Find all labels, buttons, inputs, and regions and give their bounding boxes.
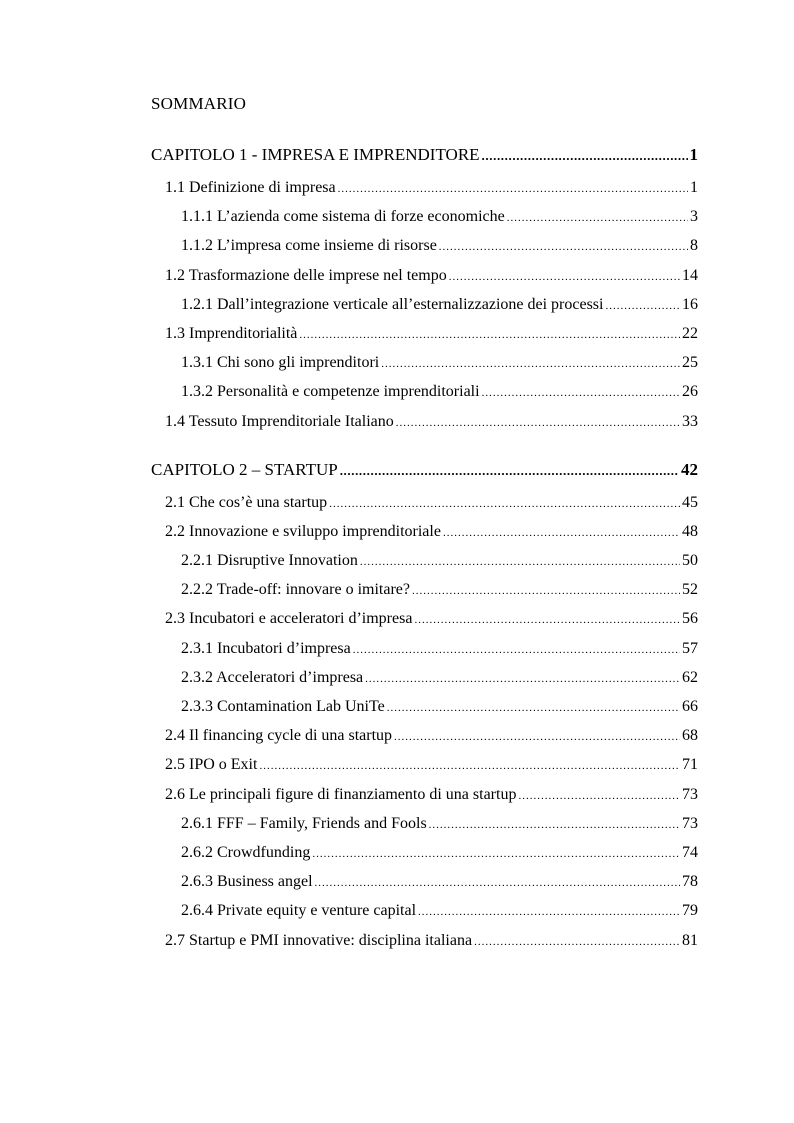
toc-page-number: 62 xyxy=(682,668,698,686)
toc-page-number: 48 xyxy=(682,522,698,540)
toc-section-entry[interactable] xyxy=(151,523,698,552)
toc-subsection-entry[interactable] xyxy=(151,844,698,873)
toc-page-number: 73 xyxy=(682,814,698,832)
toc-entry-text: 2.2.2 Trade-off: innovare o imitare? xyxy=(181,581,410,599)
toc-chapter-heading[interactable] xyxy=(151,460,698,494)
dot-leader xyxy=(414,614,680,626)
toc-section-entry[interactable] xyxy=(151,786,698,815)
dot-leader xyxy=(482,387,680,399)
toc-entry-text: CAPITOLO 1 - IMPRESA E IMPRENDITORE xyxy=(151,145,480,164)
toc-entry-text: 2.6.4 Private equity e venture capital xyxy=(181,902,417,920)
toc-section-entry[interactable] xyxy=(151,727,698,756)
toc-entry-text: CAPITOLO 2 – STARTUP xyxy=(151,459,338,479)
toc-page-number: 16 xyxy=(682,295,698,313)
dot-leader xyxy=(365,673,680,685)
toc-subsection-entry[interactable] xyxy=(151,296,698,325)
toc-entry-text: 2.3.2 Acceleratori d’impresa xyxy=(181,668,364,686)
toc-page-number: 56 xyxy=(682,610,698,628)
dot-leader xyxy=(396,417,680,429)
toc-entry-text: 1.3 Imprenditorialità xyxy=(165,324,298,342)
toc-entry-text: 2.5 IPO o Exit xyxy=(165,756,258,774)
dot-leader xyxy=(439,241,688,253)
toc-subsection-entry[interactable] xyxy=(151,552,698,581)
toc-entry-text: 1.1.1 L’azienda come sistema di forze economiche xyxy=(181,208,505,226)
toc-section-entry[interactable] xyxy=(151,610,698,639)
dot-leader xyxy=(329,498,680,510)
toc-subsection-entry[interactable] xyxy=(151,902,698,931)
toc-chapter-heading[interactable] xyxy=(151,145,698,179)
toc-section-entry[interactable] xyxy=(151,756,698,785)
toc-page-number: 45 xyxy=(682,493,698,511)
toc-entry-text: 2.6.3 Business angel xyxy=(181,873,313,891)
toc-page-number: 26 xyxy=(682,383,698,401)
toc-subsection-entry[interactable] xyxy=(151,873,698,902)
toc-entry-text: 1.1 Definizione di impresa xyxy=(165,179,336,196)
toc-page-number: 25 xyxy=(682,354,698,372)
dot-leader xyxy=(518,790,680,802)
toc-entry-text: 1.1.2 L’impresa come insieme di risorse xyxy=(181,237,437,255)
toc-entry-text: 1.3.1 Chi sono gli imprenditori xyxy=(181,354,380,372)
toc-page-number: 81 xyxy=(682,931,698,949)
toc-subsection-entry[interactable] xyxy=(151,354,698,383)
toc-page-number: 3 xyxy=(690,208,698,226)
toc-subsection-entry[interactable] xyxy=(151,815,698,844)
toc-section-entry[interactable] xyxy=(151,179,698,208)
toc-page-number: 42 xyxy=(681,459,698,479)
toc-subsection-entry[interactable] xyxy=(151,698,698,727)
dot-leader xyxy=(449,271,680,283)
toc-entry-text: 1.4 Tessuto Imprenditoriale Italiano xyxy=(165,412,394,430)
toc-entry-text: 2.3.1 Incubatori d’impresa xyxy=(181,639,351,657)
toc-entry-text: 1.3.2 Personalità e competenze imprenditoriali xyxy=(181,383,480,401)
toc-entry-text: 2.6 Le principali figure di finanziamento di una startup xyxy=(165,785,517,803)
toc-page-number: 1 xyxy=(689,145,698,164)
dot-leader xyxy=(353,644,680,656)
toc-page-number: 22 xyxy=(682,324,698,342)
table-of-contents xyxy=(151,145,698,961)
toc-subsection-entry[interactable] xyxy=(151,640,698,669)
chapter-spacer xyxy=(151,442,698,460)
dot-leader xyxy=(418,906,680,918)
toc-entry-text: 2.1 Che cos’è una startup xyxy=(165,493,328,511)
toc-entry-text: 2.6.1 FFF – Family, Friends and Fools xyxy=(181,814,427,832)
toc-entry-text: 2.3 Incubatori e acceleratori d’impresa xyxy=(165,610,413,628)
toc-subsection-entry[interactable] xyxy=(151,208,698,237)
dot-leader xyxy=(443,527,680,539)
toc-page-number: 73 xyxy=(682,785,698,803)
dot-leader xyxy=(507,212,688,224)
toc-entry-text: 2.3.3 Contamination Lab UniTe xyxy=(181,698,385,715)
dot-leader xyxy=(338,183,688,195)
dot-leader xyxy=(474,936,680,948)
toc-section-entry[interactable] xyxy=(151,325,698,354)
dot-leader xyxy=(429,819,680,831)
dot-leader xyxy=(387,702,680,714)
toc-section-entry[interactable] xyxy=(151,494,698,523)
toc-page-number: 8 xyxy=(690,237,698,255)
dot-leader xyxy=(312,848,680,860)
toc-page-number: 74 xyxy=(682,843,698,861)
dot-leader xyxy=(299,329,680,341)
dot-leader xyxy=(340,463,679,479)
dot-leader xyxy=(315,877,680,889)
toc-page-number: 33 xyxy=(682,412,698,430)
toc-subsection-entry[interactable] xyxy=(151,669,698,698)
toc-page-number: 50 xyxy=(682,552,698,570)
toc-section-entry[interactable] xyxy=(151,413,698,442)
dot-leader xyxy=(482,148,688,164)
toc-page-number: 68 xyxy=(682,727,698,745)
toc-entry-text: 2.2 Innovazione e sviluppo imprenditoriale xyxy=(165,522,441,540)
toc-page-number: 66 xyxy=(682,698,698,715)
toc-entry-text: 1.2 Trasformazione delle imprese nel tempo xyxy=(165,266,447,284)
toc-subsection-entry[interactable] xyxy=(151,237,698,266)
toc-entry-text: 2.2.1 Disruptive Innovation xyxy=(181,552,358,570)
dot-leader xyxy=(605,300,680,312)
toc-entry-text: 1.2.1 Dall’integrazione verticale all’esternalizzazione dei processi xyxy=(181,295,604,313)
toc-page-number: 52 xyxy=(682,581,698,599)
toc-entry-text: 2.7 Startup e PMI innovative: disciplina italiana xyxy=(165,931,473,949)
toc-subsection-entry[interactable] xyxy=(151,581,698,610)
toc-entry-text: 2.4 Il financing cycle di una startup xyxy=(165,727,393,745)
dot-leader xyxy=(360,556,680,568)
dot-leader xyxy=(394,731,680,743)
dot-leader xyxy=(412,585,680,597)
page-title: SOMMARIO xyxy=(151,94,247,113)
dot-leader xyxy=(259,760,680,772)
toc-page-number: 71 xyxy=(682,756,698,774)
toc-section-entry[interactable] xyxy=(151,932,698,961)
toc-page-number: 1 xyxy=(690,179,698,196)
toc-entry-text: 2.6.2 Crowdfunding xyxy=(181,843,311,861)
toc-page-number: 78 xyxy=(682,873,698,891)
dot-leader xyxy=(381,358,680,370)
toc-subsection-entry[interactable] xyxy=(151,383,698,412)
toc-page-number: 57 xyxy=(682,639,698,657)
toc-section-entry[interactable] xyxy=(151,267,698,296)
toc-page-number: 79 xyxy=(682,902,698,920)
toc-page-number: 14 xyxy=(682,266,698,284)
